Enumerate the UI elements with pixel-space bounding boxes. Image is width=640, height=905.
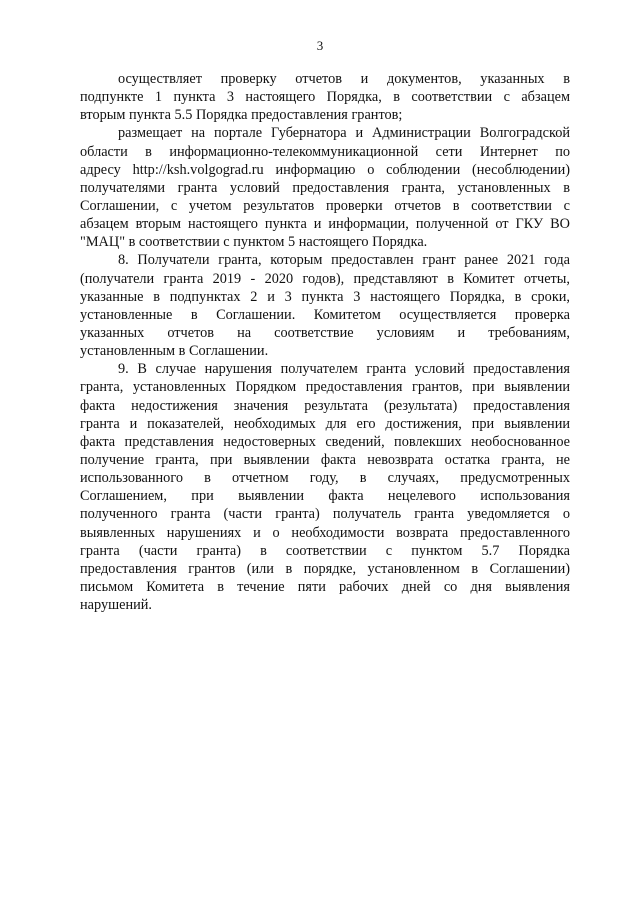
text-line: нарушений. [80,597,152,614]
text-line: (получатели гранта 2019 - 2020 годов), представляют в Комитет отчеты, [80,270,570,287]
text-line: факта представления недостоверных сведений, повлекших необоснованное [80,433,570,450]
document-body [80,70,570,614]
paragraph-item-9 [80,360,570,614]
text-line: указанных отчетов на соответствие условиям и требованиям, [80,324,570,341]
text-line: 8. Получатели гранта, которым предоставлен грант ранее 2021 года [118,252,570,269]
text-line: установленные в Соглашении. Комитетом осуществляется проверка [80,306,570,323]
text-line: гранта и показателей, необходимых для его достижения, при выявлении [80,415,570,432]
text-line: гранта (части гранта) в соответствии с пунктом 5.7 Порядка [80,542,570,559]
text-line: выявленных нарушениях и о необходимости возврата предоставленного [80,524,570,541]
text-line: гранта, установленных Порядком предоставления грантов, при выявлении [80,379,570,396]
text-line: полученного гранта (части гранта) получатель гранта уведомляется о [80,506,570,523]
text-line: Соглашением, при выявлении факта нецелевого использования [80,488,570,505]
text-line: осуществляет проверку отчетов и документов, указанных в [118,71,570,87]
text-line: 9. В случае нарушения получателем гранта условий предоставления [118,361,570,378]
paragraph-item-8 [80,251,570,360]
text-line: абзацем вторым настоящего пункта и информации, полученной от ГКУ ВО [80,216,570,233]
text-line: адресу http://ksh.volgograd.ru информацию о соблюдении (несоблюдении) [80,161,570,178]
text-line: письмом Комитета в течение пяти рабочих дней со дня выявления [80,578,570,595]
text-line: указанные в подпунктах 2 и 3 пункта 3 настоящего Порядка, в сроки, [80,288,570,305]
paragraph-publish-portal [80,124,570,251]
text-line: области в информационно-телекоммуникационной сети Интернет по [80,143,570,160]
text-line: Соглашении, с учетом результатов проверки отчетов в соответствии с [80,197,570,214]
text-line: "МАЦ" в соответствии с пунктом 5 настоящего Порядка. [80,234,428,251]
text-line: размещает на портале Губернатора и Администрации Волгоградской [118,125,570,142]
text-line: подпункте 1 пункта 3 настоящего Порядка, в соответствии с абзацем [80,89,570,106]
text-line: получение гранта, при выявлении факта невозврата остатка гранта, не [80,451,570,468]
text-line: установленным в Соглашении. [80,343,269,360]
text-line: вторым пункта 5.5 Порядка предоставления грантов; [80,107,403,124]
text-line: предоставления грантов (или в порядке, установленном в Соглашении) [80,560,570,577]
text-line: получателями гранта условий предоставления гранта, установленных в [80,179,570,196]
paragraph-check-reports [80,70,570,124]
text-line: факта недостижения значения результата (результата) предоставления [80,397,570,414]
page-number: 3 [316,38,324,53]
text-line: использованного в отчетном году, в случаях, предусмотренных [80,470,570,487]
